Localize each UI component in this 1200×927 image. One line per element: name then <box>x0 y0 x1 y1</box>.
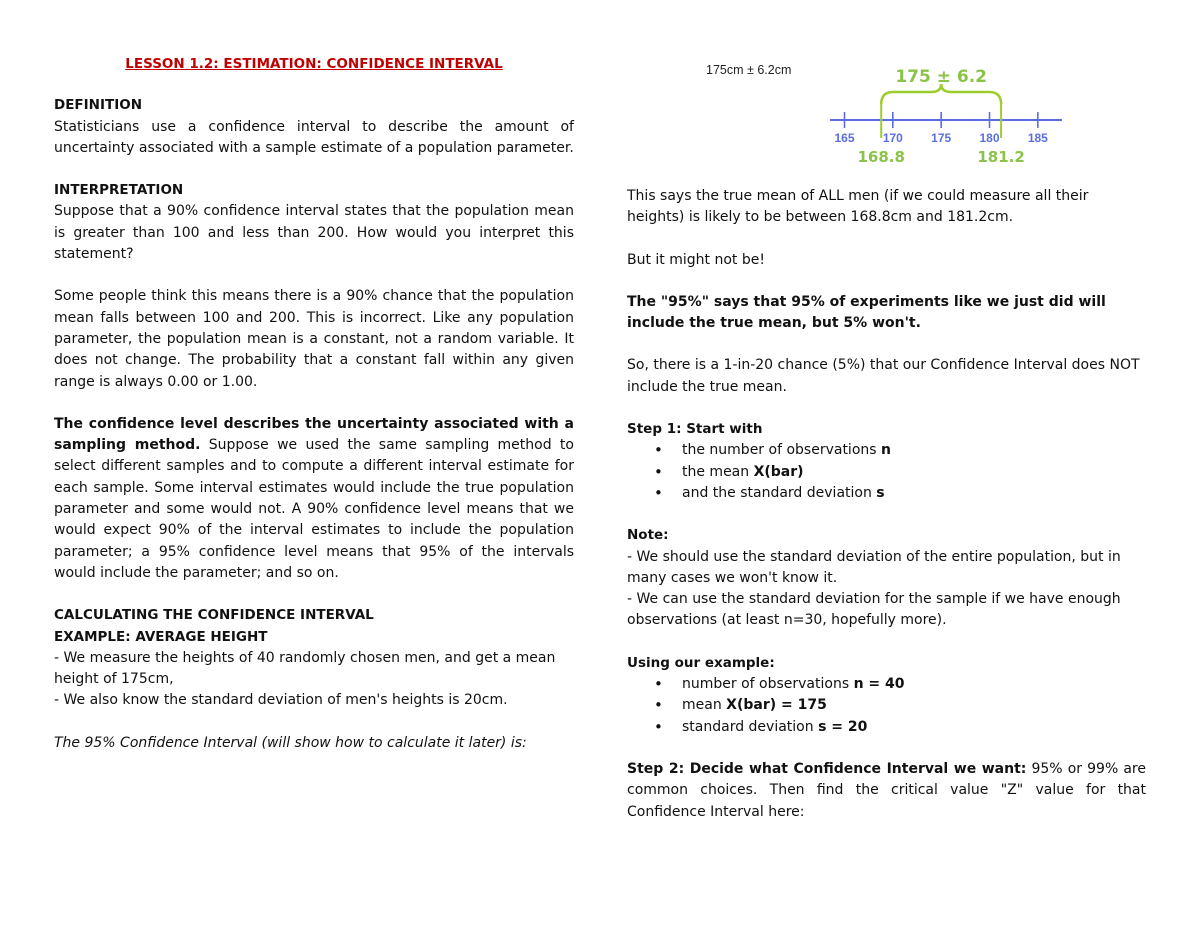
left-column <box>54 54 574 754</box>
lower-bound-label: 168.8 <box>857 148 905 166</box>
chance-text: So, there is a 1-in-20 chance (5%) that our Confidence Interval does NOT include the true mean. <box>627 357 1140 395</box>
step1-list <box>627 440 1146 504</box>
might-not-be-text: But it might not be! <box>627 251 765 268</box>
confidence-level-paragraph <box>54 414 574 584</box>
interpretation-heading: INTERPRETATION <box>54 182 184 199</box>
brace-label: 175 ± 6.2 <box>895 67 988 87</box>
example-line-2: - We also know the standard deviation of men's heights is 20cm. <box>54 692 508 709</box>
tick-label: 180 <box>979 131 1000 145</box>
definition-text: Statisticians use a confidence interval to describe the amount of uncertainty associated with a sample estimate of a population parameter. <box>54 118 574 156</box>
axis-ticks <box>834 112 1048 145</box>
right-column <box>627 186 1146 823</box>
confidence-level-bold: The confidence level describes the uncertainty associated with a sampling method. <box>54 415 574 454</box>
interval-brace <box>881 84 1001 104</box>
step2-rest: 95% or 99% are common choices. Then find the critical value "Z" value for that Confidence Interval here: <box>627 760 1146 820</box>
confidence-interval-figure <box>700 58 1080 178</box>
lesson-title: LESSON 1.2: ESTIMATION: CONFIDENCE INTERVAL <box>125 56 503 72</box>
incorrect-interpretation-text: Some people think this means there is a 90% chance that the population mean falls between 100 and 200. This is incorrect. Like any population parameter, the population mean is a constant, not a random variable. It does not change. The probability that a constant fall within any given range is always 0.00 or 1.00. <box>54 288 574 390</box>
step1-heading: Step 1: Start with <box>627 421 763 438</box>
figure-caption: 175cm ± 6.2cm <box>706 63 792 77</box>
using-example-heading: Using our example: <box>627 654 775 671</box>
using-example-list <box>627 674 1146 738</box>
calculating-heading: CALCULATING THE CONFIDENCE INTERVAL <box>54 607 374 624</box>
upper-bound-label: 181.2 <box>977 148 1025 166</box>
tick-label: 170 <box>882 131 903 145</box>
example-heading: EXAMPLE: AVERAGE HEIGHT <box>54 628 268 645</box>
note-line-1: - We should use the standard deviation of the entire population, but in many cases we won't know it. <box>627 548 1121 586</box>
true-mean-text: This says the true mean of ALL men (if we could measure all their heights) is likely to be between 168.8cm and 181.2cm. <box>627 188 1089 226</box>
list-item: • and the standard deviation s <box>682 483 1146 504</box>
interpretation-text: Suppose that a 90% confidence interval states that the population mean is greater than 100 and less than 200. How would you interpret this statement? <box>54 203 574 263</box>
tick-label: 175 <box>931 131 952 145</box>
list-item: • number of observations n = 40 <box>682 674 1146 695</box>
note-line-2: - We can use the standard deviation for the sample if we have enough observations (at least n=30, hopefully more). <box>627 591 1121 629</box>
confidence-level-rest: Suppose we used the same sampling method to select different samples and to compute a different interval estimate for each sample. Some interval estimates would include the true population parameter and some would not. A 90% confidence level means that we would expect 90% of the interval estimates to include the population parameter; a 95% confidence level means that 95% of the intervals would include the parameter; and so on. <box>54 437 574 581</box>
list-item: • the number of observations n <box>682 440 1146 461</box>
list-item: • mean X(bar) = 175 <box>682 695 1146 716</box>
ninety-five-percent-text: The "95%" says that 95% of experiments like we just did will include the true mean, but 5% won't. <box>627 293 1106 332</box>
tick-label: 165 <box>834 131 855 145</box>
ci-intro-italic: The 95% Confidence Interval (will show how to calculate it later) is: <box>54 734 527 751</box>
step2-bold: Step 2: Decide what Confidence Interval we want: <box>627 760 1027 777</box>
note-heading: Note: <box>627 527 669 544</box>
list-item: • the mean X(bar) <box>682 462 1146 483</box>
list-item: • standard deviation s = 20 <box>682 717 1146 738</box>
step2-paragraph <box>627 759 1146 823</box>
definition-heading: DEFINITION <box>54 97 143 114</box>
example-line-1: - We measure the heights of 40 randomly chosen men, and get a mean height of 175cm, <box>54 649 556 688</box>
tick-label: 185 <box>1027 131 1048 145</box>
